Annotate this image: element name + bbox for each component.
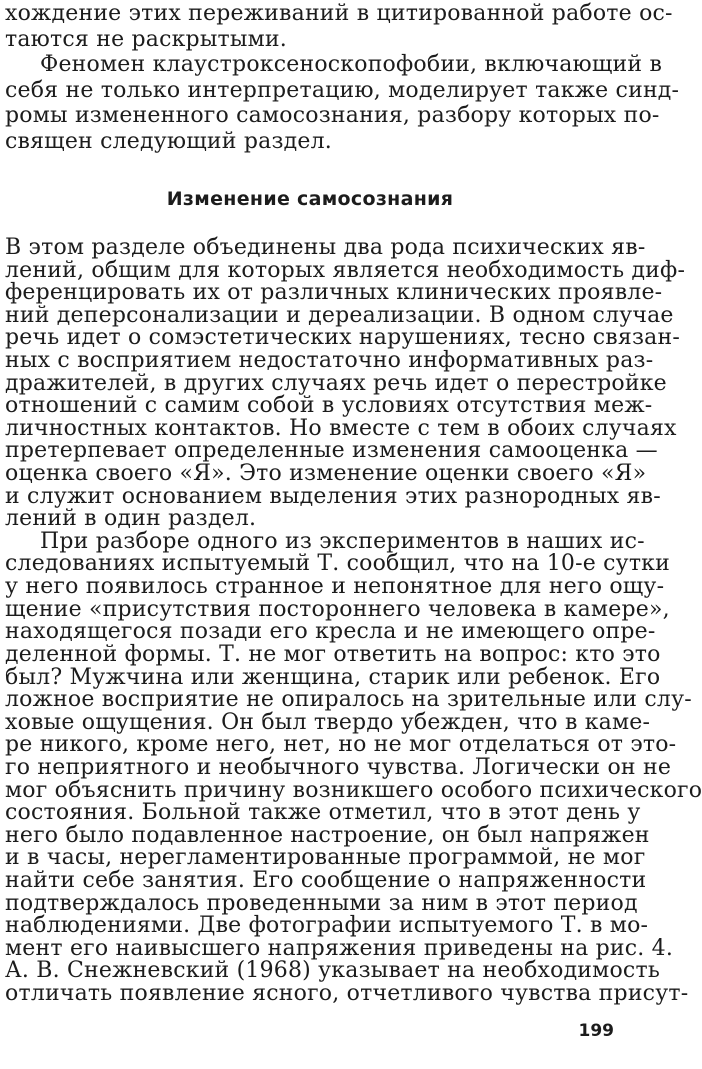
text-line: найти себе занятия. Его сообщение о напряженности xyxy=(5,867,647,893)
text-line: деленной формы. Т. не мог ответить на вопрос: кто это xyxy=(5,641,661,667)
text-line: себя не только интерпретацию, моделирует также синд- xyxy=(5,77,680,103)
text-line: хождение этих переживаний в цитированной работе ос- xyxy=(5,1,673,26)
text-line: ховые ощущения. Он был твердо убежден, что в каме- xyxy=(5,709,651,735)
text-line: ний деперсонализации и дереализации. В одном случае xyxy=(5,302,674,328)
text-line: состояния. Больной также отметил, что в этот день у xyxy=(5,800,641,826)
text-line: подтверждалось проведенными за ним в этот период xyxy=(5,890,638,916)
text-line: щение «присутствия постороннего человека в камере», xyxy=(5,596,670,622)
text-line: был? Мужчина или женщина, старик или ребенок. Его xyxy=(5,664,661,690)
text-line: оценка своего «Я». Это изменение оценки своего «Я» xyxy=(5,461,647,487)
text-line: дражителей, в других случаях речь идет о перестройке xyxy=(5,370,667,396)
text-line: таются не раскрытыми. xyxy=(5,26,287,52)
text-line: мент его наивысшего напряжения приведены на рис. 4. xyxy=(5,935,674,961)
page-number: 199 xyxy=(578,1021,614,1041)
text-line: претерпевает определенные изменения самооценка — xyxy=(5,438,658,464)
text-line: А. В. Снежневский (1968) указывает на необходимость xyxy=(5,958,660,984)
text-line: ромы измененного самосознания, разбору которых по- xyxy=(5,103,660,128)
text-line: и служит основанием выделения этих разнородных яв- xyxy=(5,483,661,509)
text-line: ференцировать их от различных клинических проявле- xyxy=(5,280,663,306)
text-line: находящегося позади его кресла и не имеющего опре- xyxy=(5,619,656,645)
text-line: личностных контактов. Но вместе с тем в обоих случаях xyxy=(5,415,677,441)
text-line: речь идет о сомэстетических нарушениях, тесно связан- xyxy=(5,325,680,351)
text-line: отличать появление ясного, отчетливого чувства присут- xyxy=(5,981,689,1006)
text-line: наблюдениями. Две фотографии испытуемого Т. в мо- xyxy=(5,913,649,939)
text-line: следованиях испытуемый Т. сообщил, что на 10-е сутки xyxy=(5,551,670,577)
text-line: мог объяснить причину возникшего особого психического xyxy=(5,777,702,803)
text-line: него было подавленное настроение, он был напряжен xyxy=(5,822,650,848)
section-heading: Изменение самосознания xyxy=(166,188,454,210)
text-line: отношений с самим собой в условиях отсутствия меж- xyxy=(5,393,653,419)
text-line: лений, общим для которых является необходимость диф- xyxy=(5,257,686,283)
text-line: ложное восприятие не опиралось на зрительные или слу- xyxy=(5,687,692,713)
text-line: у него появилось странное и непонятное для него ощу- xyxy=(5,574,665,600)
text-line: лений в один раздел. xyxy=(5,506,257,532)
text-line: Феномен клаустроксеноскопофобии, включающий в xyxy=(40,52,663,77)
text-line: ных с восприятием недостаточно информативных раз- xyxy=(5,348,654,374)
text-line: В этом разделе объединены два рода психических яв- xyxy=(5,235,646,260)
text-line: При разборе одного из экспериментов в наших ис- xyxy=(40,528,645,554)
text-line: го неприятного и необычного чувства. Логически он не xyxy=(5,754,672,780)
text-line: и в часы, нерегламентированные программой, не мог xyxy=(5,845,646,871)
text-line: священ следующий раздел. xyxy=(5,128,332,154)
text-line: ре никого, кроме него, нет, но не мог отделаться от это- xyxy=(5,732,677,758)
